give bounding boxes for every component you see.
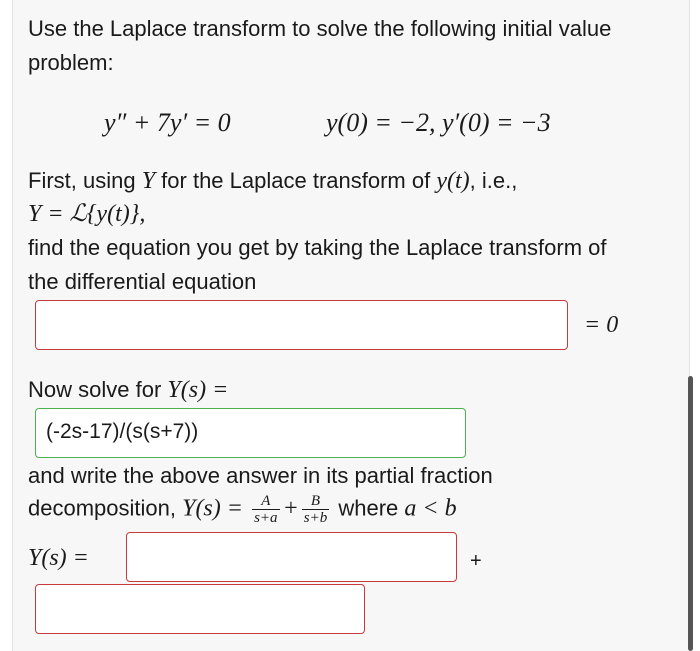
transform-equation-input[interactable]: [35, 300, 568, 350]
intro-line-1: Use the Laplace transform to solve the following initial value: [28, 16, 612, 41]
fraction-A-denominator: s+a: [254, 510, 278, 526]
var-Y: Y: [141, 168, 156, 194]
step3-line-2: [28, 493, 457, 526]
fraction-A-numerator: A: [252, 493, 279, 510]
intro-line-2: problem:: [28, 50, 114, 75]
fraction-B-denominator: s+b: [303, 510, 328, 526]
answer-plus: +: [470, 550, 482, 572]
var-y-of-t: y(t): [436, 168, 470, 194]
scrollbar[interactable]: [688, 376, 693, 651]
ode-equation: y″ + 7y′ = 0: [104, 108, 231, 137]
fraction-A: [252, 493, 279, 526]
step2-prefix: Now solve for: [28, 377, 168, 402]
initial-conditions: y(0) = −2, y′(0) = −3: [326, 108, 551, 137]
where-text: where: [332, 495, 405, 521]
fraction-B: [302, 493, 329, 526]
step1-mid: for the Laplace transform of: [155, 168, 437, 193]
step2-label: [28, 375, 228, 405]
solve-Y-input[interactable]: (-2s-17)/(s(s+7)): [35, 408, 466, 458]
partial-fraction-term-2-input[interactable]: [35, 584, 365, 634]
step1-line-4: the differential equation: [28, 269, 257, 294]
step3-line-1: and write the above answer in its partial fraction: [28, 463, 493, 488]
laplace-definition: Y = ℒ{y(t)},: [28, 201, 146, 227]
step3-prefix: decomposition,: [28, 495, 183, 521]
step1-prefix: First, using: [28, 168, 142, 193]
step1-line-3: find the equation you get by taking the Laplace transform of: [28, 235, 607, 260]
answer-Y-of-s-label: Y(s) =: [28, 545, 89, 571]
Y-of-s-equals: Y(s) =: [167, 377, 229, 403]
fraction-B-numerator: B: [302, 493, 329, 510]
partial-fraction-term-1-input[interactable]: [126, 532, 457, 582]
a-less-than-b: a < b: [404, 495, 457, 522]
step1-suffix: , i.e.,: [469, 168, 518, 193]
step1-line-1: [28, 166, 517, 196]
step3-Y-of-s: Y(s) =: [182, 495, 243, 522]
equals-zero: = 0: [584, 312, 619, 338]
fraction-plus: +: [282, 495, 299, 522]
